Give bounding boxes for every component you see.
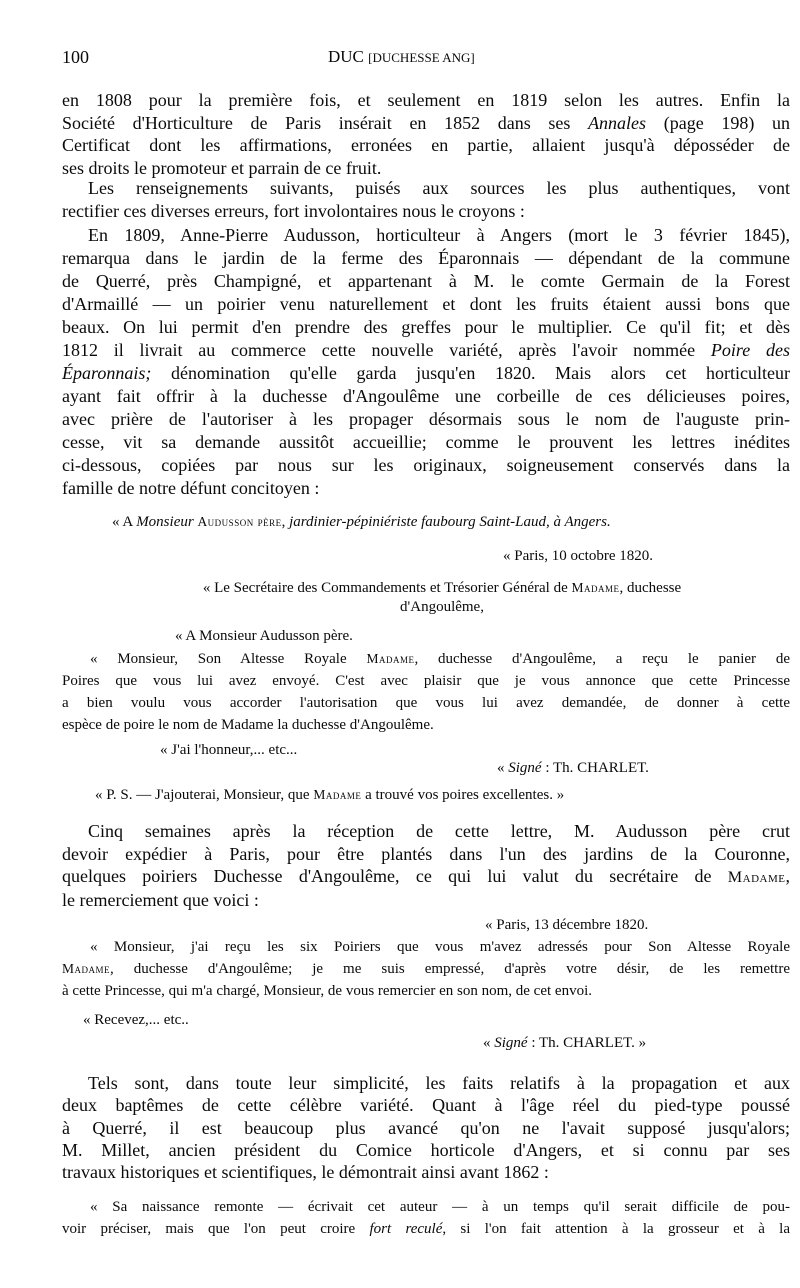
paragraph-5 — [62, 1072, 790, 1183]
text-line: d'Angoulême, — [400, 599, 484, 615]
text-line: avec prière de l'autoriser à les propager désormais sous le nom de l'auguste prin- — [62, 409, 790, 429]
letter1-address — [112, 511, 792, 533]
letter2-signature — [483, 1032, 783, 1054]
text-line: « Paris, 10 octobre 1820. — [503, 548, 653, 564]
running-title-main: DUC — [328, 47, 364, 66]
letter1-to — [175, 625, 575, 647]
text-line: Madame, duchesse d'Angoulême; je me suis empressé, d'après votre désir, de les remettre — [62, 961, 790, 977]
text-line: rectifier ces diverses erreurs, fort involontaires nous le croyons : — [62, 200, 525, 221]
letter1-body — [62, 648, 790, 736]
text-line: ses droits le promoteur et parrain de ce fruit. — [62, 157, 382, 178]
small-caps-text: Madame — [313, 787, 362, 802]
small-caps-text: Madame — [727, 868, 786, 887]
text-line: « Monsieur, j'ai reçu les six Poiriers que vous m'avez adressés pour Son Altesse Royale — [90, 939, 790, 955]
text-line: travaux historiques et scientifiques, le démontrait ainsi avant 1862 : — [62, 1162, 549, 1183]
text-line: « Signé : Th. CHARLET. » — [483, 1035, 647, 1051]
millet-quote — [62, 1196, 790, 1240]
text-line: le remerciement que voici : — [62, 889, 259, 910]
text-line: « Monsieur, Son Altesse Royale Madame, duchesse d'Angoulême, a reçu le panier de — [90, 651, 790, 667]
text-line: quelques poiriers Duchesse d'Angoulême, ce qui lui valut du secrétaire de Madame, — [62, 866, 790, 887]
text-line: M. Millet, ancien président du Comice horticole d'Angers, et si connu par ses — [62, 1139, 790, 1160]
paragraph-1 — [62, 89, 790, 179]
text-line: cesse, vit sa demande aussitôt accueillie; comme le prouvent les lettres inédites — [62, 432, 790, 452]
italic-text: fort reculé — [369, 1221, 443, 1237]
text-line: Tels sont, dans toute leur simplicité, les faits relatifs à la propagation et aux — [88, 1073, 790, 1093]
letter1-postscript — [95, 784, 785, 806]
italic-text: Monsieur — [136, 514, 194, 530]
italic-text: Poire des — [710, 340, 790, 360]
text-line: Société d'Horticulture de Paris insérait en 1852 dans ses Annales (page 198) un — [62, 112, 790, 133]
text-line: à cette Princesse, qui m'a chargé, Monsieur, de vous remercier en son nom, de cet envoi. — [62, 983, 592, 999]
text-line: « Recevez,... etc.. — [83, 1012, 189, 1028]
italic-text: Éparonnais; — [62, 363, 152, 383]
italic-text: jardinier-pépiniériste faubourg Saint-Laud, à Angers. — [289, 514, 611, 530]
small-caps-text: Audusson père — [197, 514, 282, 529]
letter1-closing — [160, 739, 460, 761]
text-line: « Paris, 13 décembre 1820. — [485, 917, 649, 933]
text-line: en 1808 pour la première fois, et seulement en 1819 selon les autres. Enfin la — [62, 90, 790, 110]
paragraph-3 — [62, 224, 790, 500]
paragraph-2 — [62, 177, 790, 222]
page-number: 100 — [62, 47, 89, 67]
text-line: remarqua dans le jardin de la ferme des Éparonnais — dépendant de la commune — [62, 248, 790, 268]
small-caps-text: Madame — [62, 961, 111, 976]
running-title-sub: [DUCHESSE ANG] — [368, 50, 475, 65]
text-line: voir préciser, mais que l'on peut croire fort reculé, si l'on fait attention à la grosseur et à la — [62, 1221, 791, 1237]
small-caps-text: Madame — [366, 651, 415, 666]
text-line: Les renseignements suivants, puisés aux sources les plus authentiques, vont — [88, 178, 790, 198]
text-line: devoir expédier à Paris, pour être plantés dans l'un des jardins de la Couronne, — [62, 843, 790, 864]
paragraph-4 — [62, 820, 790, 911]
text-line: a bien voulu vous accorder l'autorisation que vous lui avez demandée, de donner à cette — [62, 695, 790, 711]
text-line: En 1809, Anne-Pierre Audusson, horticulteur à Angers (mort le 3 février 1845), — [88, 225, 790, 245]
text-line: de Querré, près Champigné, et appartenant à M. le comte Germain de la Forest — [62, 271, 790, 291]
text-line: à Querré, il est beaucoup plus avancé qu'on ne l'avait supposé jusqu'alors; — [62, 1117, 790, 1138]
letter2-closing — [83, 1009, 383, 1031]
text-line: Poires que vous lui avez envoyé. C'est avec plaisir que je vous annonce que cette Princesse — [62, 673, 790, 689]
text-line: ayant fait offrir à la duchesse d'Angoulême une corbeille de ces délicieuses poires, — [62, 386, 790, 406]
italic-text: Signé — [508, 760, 542, 776]
text-line: Certificat dont les affirmations, erronées en partie, allaient jusqu'à déposséder de — [62, 135, 790, 156]
text-line: « Signé : Th. CHARLET. — [497, 760, 649, 776]
letter2-body — [62, 936, 790, 1002]
text-line: d'Armaillé — un poirier venu naturellement et dont les fruits étaient aussi bons que — [62, 294, 790, 314]
letter2-date — [485, 914, 785, 936]
text-line: deux baptêmes de cette célèbre variété. Quant à l'âge réel du pied-type poussé — [62, 1095, 790, 1116]
text-line: famille de notre défunt concitoyen : — [62, 478, 320, 498]
text-line: « J'ai l'honneur,... etc... — [160, 742, 298, 758]
text-line: ci-dessous, copiées par nous sur les originaux, soigneusement conservés dans la — [62, 455, 790, 475]
italic-text: Signé — [494, 1035, 528, 1051]
letter1-signature — [497, 757, 787, 779]
text-line: Éparonnais; dénomination qu'elle garda jusqu'en 1820. Mais alors cet horticulteur — [62, 363, 790, 383]
text-line: espèce de poire le nom de Madame la duchesse d'Angoulême. — [62, 717, 434, 733]
small-caps-text: Madame — [571, 580, 620, 595]
text-line: « A Monsieur Audusson père. — [175, 628, 353, 644]
letter1-date — [503, 545, 783, 567]
text-line: « P. S. — J'ajouterai, Monsieur, que Madame a trouvé vos poires excellentes. » — [95, 787, 565, 803]
text-line: beaux. On lui permit d'en prendre des greffes pour le multiplier. Ce qu'il fit; et dès — [62, 317, 790, 337]
text-line: « Le Secrétaire des Commandements et Trésorier Général de Madame, duchesse — [202, 580, 682, 596]
text-line: « A Monsieur Audusson père, jardinier-pépiniériste faubourg Saint-Laud, à Angers. — [112, 514, 611, 530]
text-line: 1812 il livrait au commerce cette nouvelle variété, après l'avoir nommée Poire des — [62, 340, 790, 360]
text-line: « Sa naissance remonte — écrivait cet auteur — à un temps qu'il serait difficile de pou- — [90, 1199, 790, 1215]
letter1-from — [122, 578, 762, 617]
running-title — [328, 47, 475, 67]
italic-text: Annales — [588, 112, 647, 133]
text-line: Cinq semaines après la réception de cette lettre, M. Audusson père crut — [88, 821, 790, 841]
